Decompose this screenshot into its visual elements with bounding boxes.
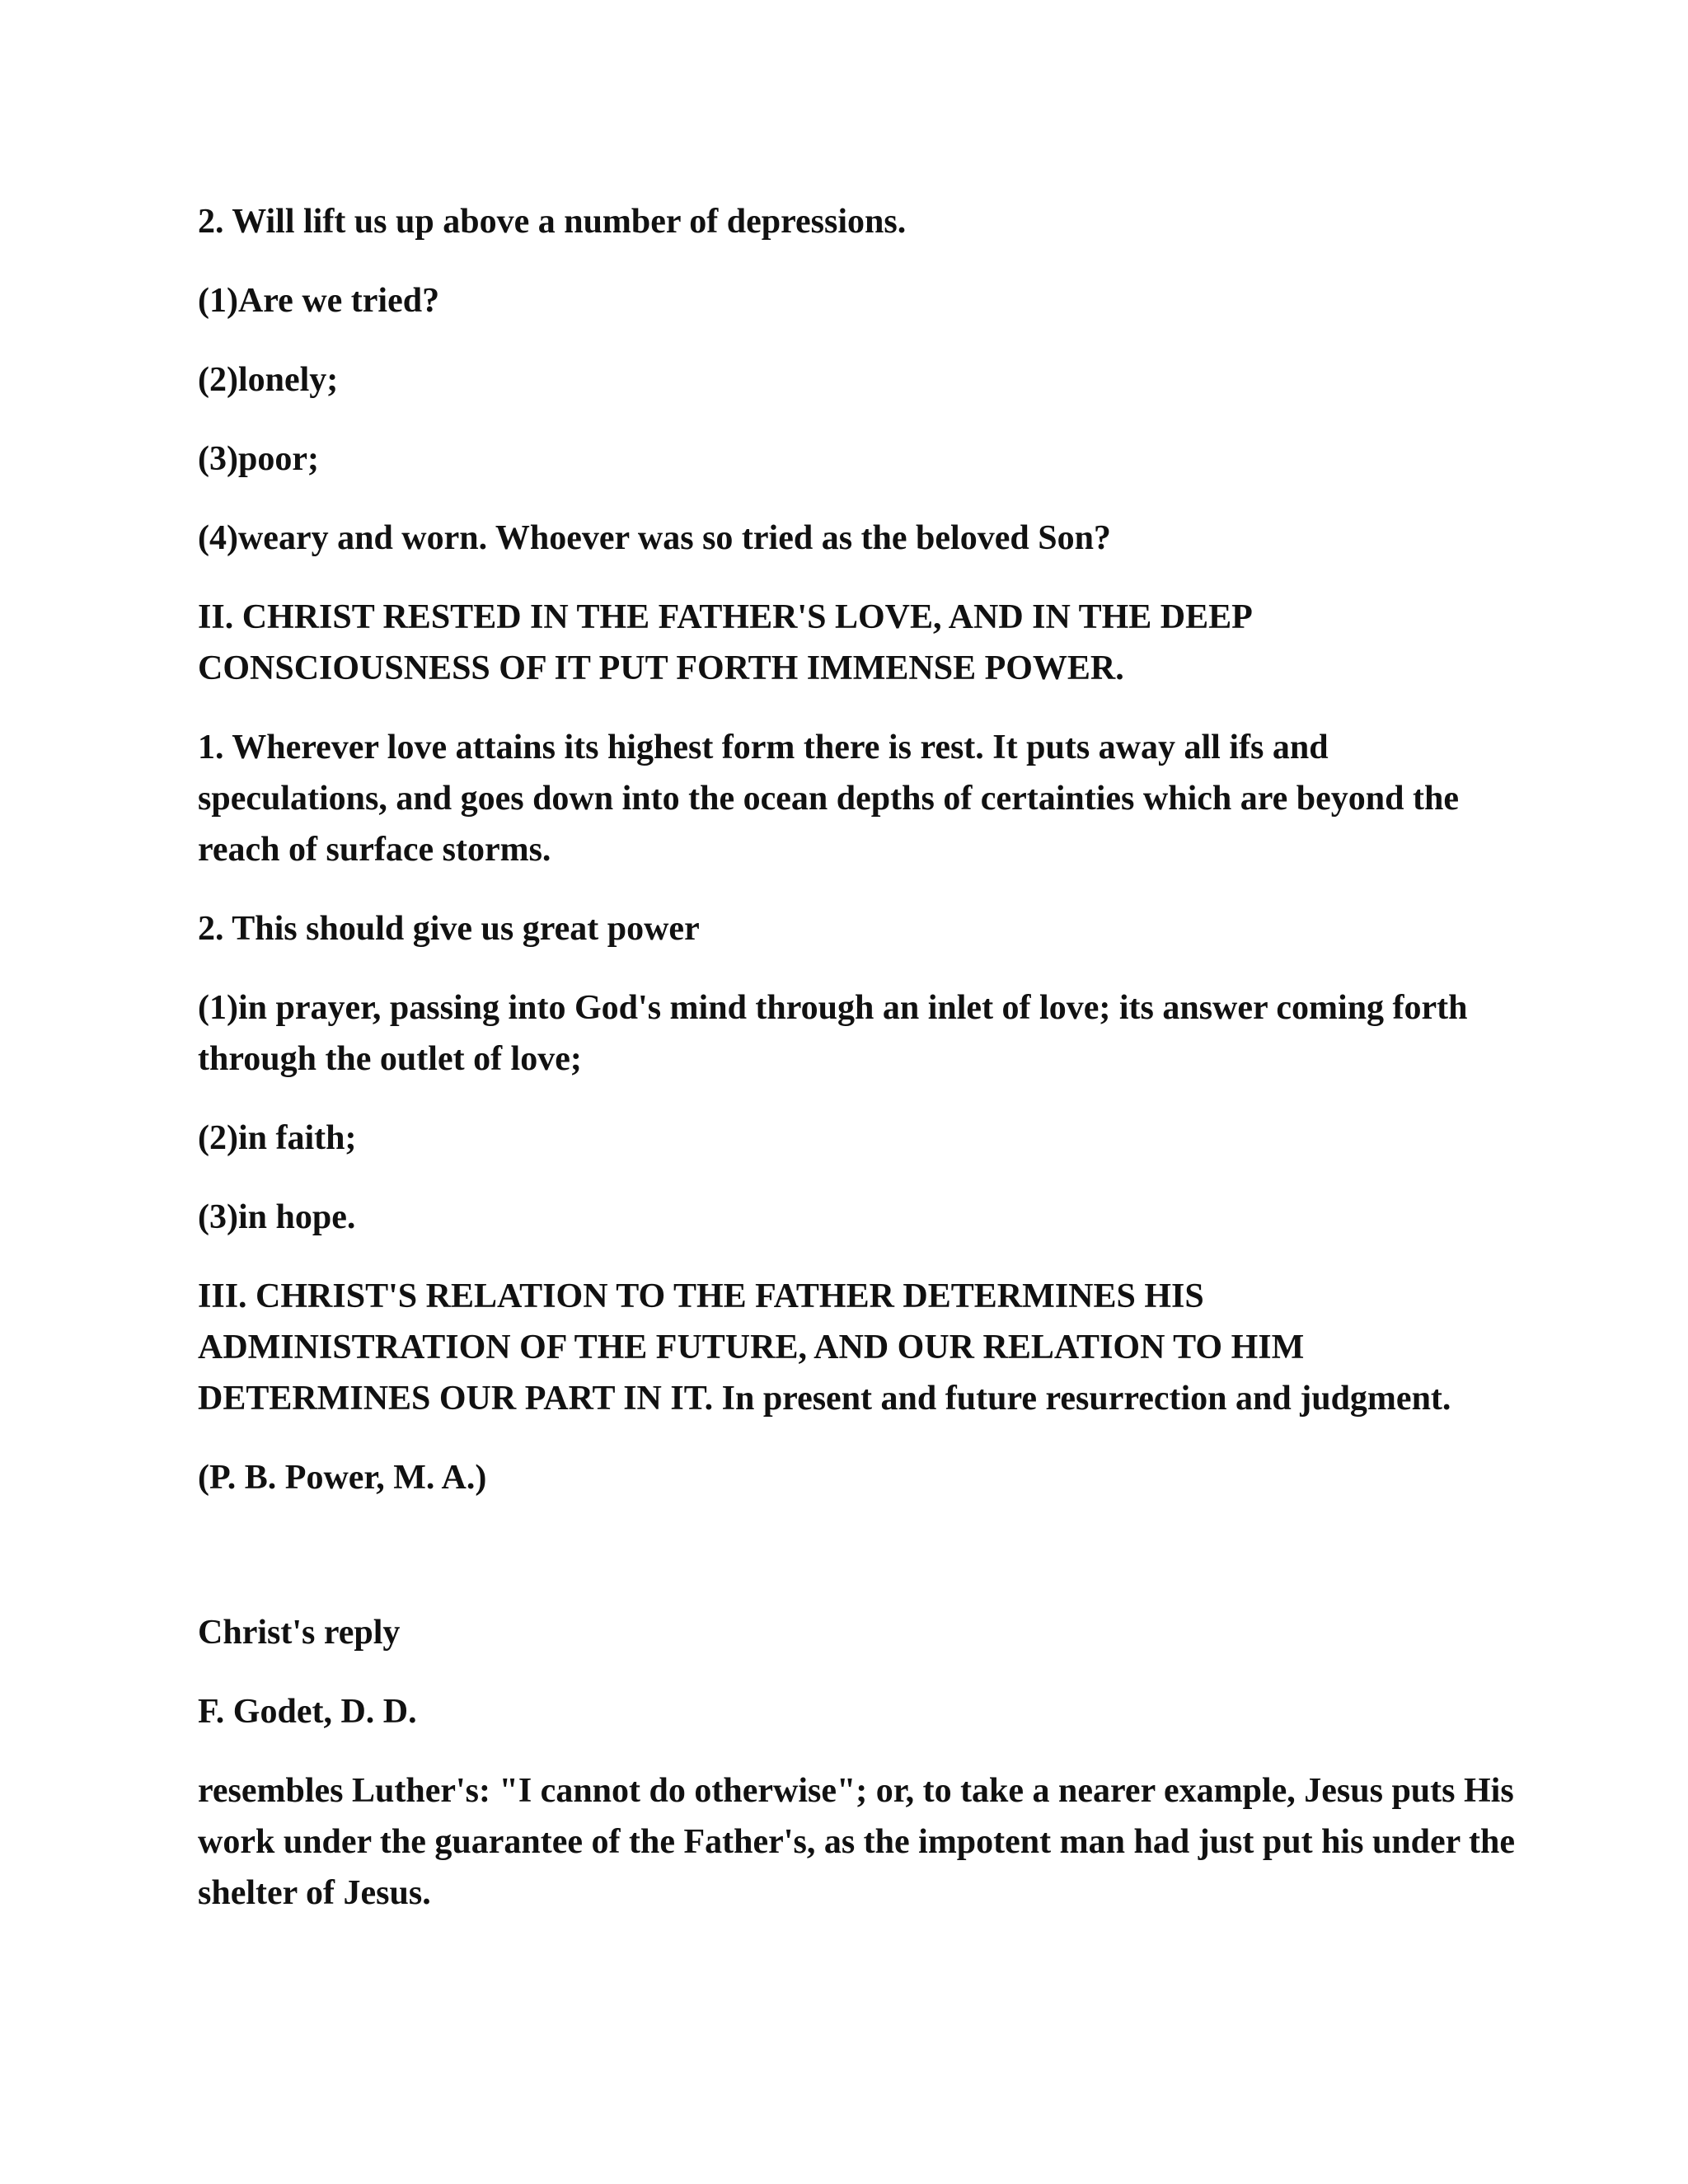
subpoint-tried: (1)Are we tried? bbox=[198, 282, 440, 320]
point-2-heading: 2. Will lift us up above a number of depressions. bbox=[198, 203, 907, 241]
subpoint-faith: (2)in faith; bbox=[198, 1119, 357, 1157]
subpoint-prayer: (1)in prayer, passing into God's mind through an inlet of love; its answer coming forth through the outlet of love; bbox=[198, 989, 1468, 1078]
attribution: (P. B. Power, M. A.) bbox=[198, 1459, 487, 1497]
section-title: Christ's reply bbox=[198, 1614, 401, 1652]
subpoint-lonely: (2)lonely; bbox=[198, 361, 339, 399]
section-iii-heading: III. CHRIST'S RELATION TO THE FATHER DETERMINES HIS ADMINISTRATION OF THE FUTURE, AND OUR RELATION TO HIM DETERMINES OUR PART IN IT. In present and future resurrection and judgment. bbox=[198, 1277, 1451, 1418]
subpoint-poor: (3)poor; bbox=[198, 440, 319, 478]
section-ii-heading: II. CHRIST RESTED IN THE FATHER'S LOVE, AND IN THE DEEP CONSCIOUSNESS OF IT PUT FORTH IMMENSE POWER. bbox=[198, 598, 1251, 687]
section-ii-point-2: 2. This should give us great power bbox=[198, 910, 700, 948]
subpoint-hope: (3)in hope. bbox=[198, 1198, 356, 1236]
document-body bbox=[198, 196, 1517, 1947]
author-line: F. Godet, D. D. bbox=[198, 1693, 417, 1731]
subpoint-weary: (4)weary and worn. Whoever was so tried as the beloved Son? bbox=[198, 519, 1111, 557]
body-paragraph: resembles Luther's: "I cannot do otherwise"; or, to take a nearer example, Jesus puts His work under the guarantee of the Father's, as the impotent man had just put his under the shelter of Jesus. bbox=[198, 1772, 1516, 1912]
section-ii-point-1: 1. Wherever love attains its highest form there is rest. It puts away all ifs and speculations, and goes down into the ocean depths of certainties which are beyond the reach of surface storms. bbox=[198, 729, 1459, 869]
